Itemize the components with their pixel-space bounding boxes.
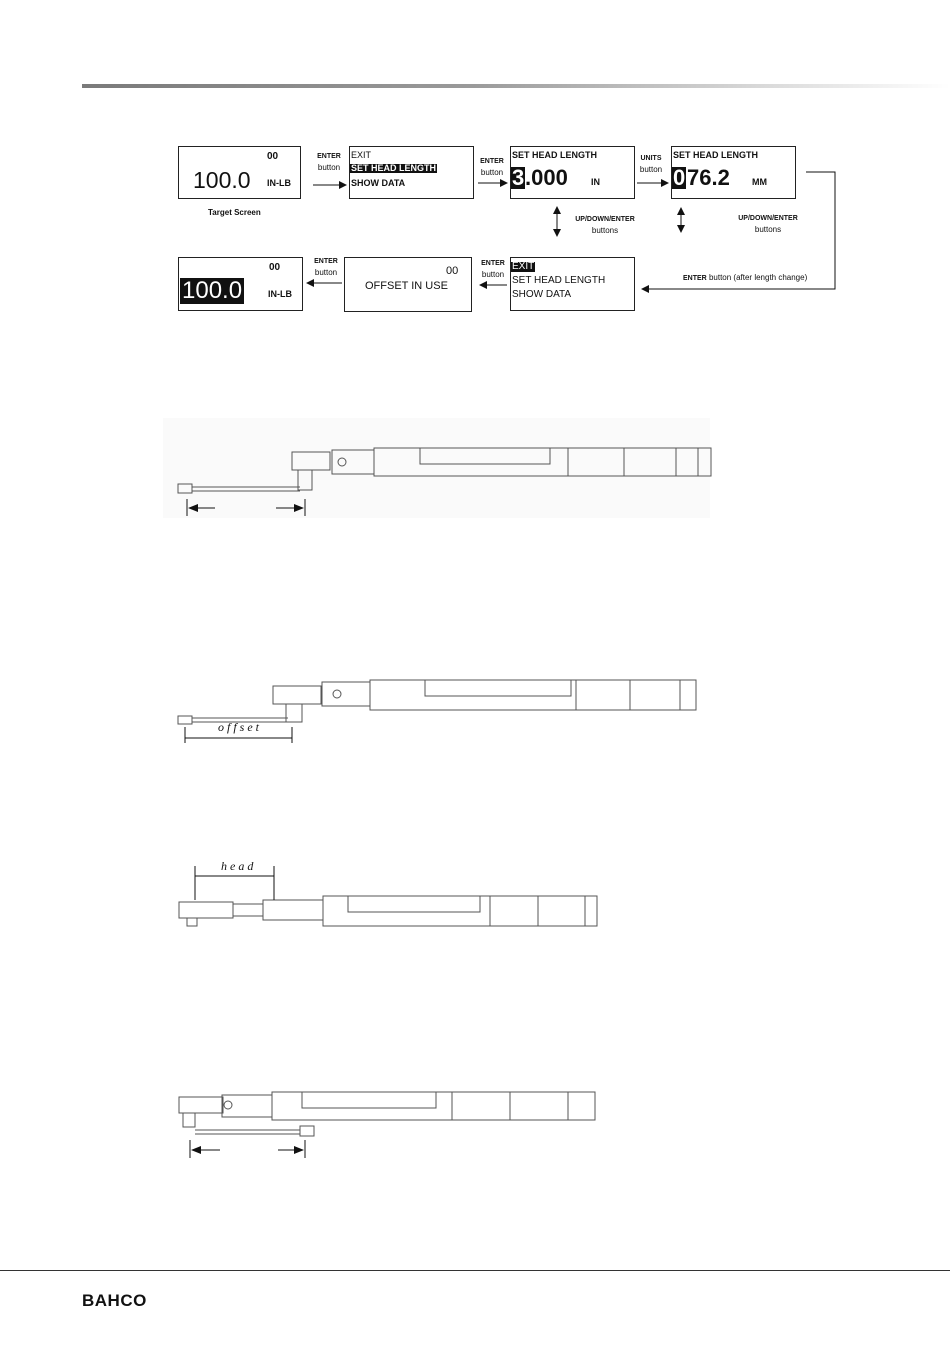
offset-in-use-text: OFFSET IN USE xyxy=(365,280,448,292)
wrench-offset-diagram-4 xyxy=(179,1092,595,1158)
footer-rule xyxy=(0,1270,950,1271)
return-enter-label: ENTER button (after length change) xyxy=(683,273,808,282)
head-length-value: .000 xyxy=(525,165,568,190)
torque-value: 100.0 xyxy=(193,167,251,193)
head-length-title: SET HEAD LENGTH xyxy=(512,150,598,160)
torque-value-highlighted: 100.0 xyxy=(182,277,243,304)
menu-item-show-data: SHOW DATA xyxy=(512,289,572,300)
menu-item-set-head-length-selected: SET HEAD LENGTH xyxy=(351,163,437,173)
menu-item-exit-selected: EXIT xyxy=(512,261,535,272)
enter-button-label-1: ENTER button xyxy=(317,153,341,172)
head-length-cursor-digit: 3 xyxy=(512,165,525,190)
bahco-logo: BAHCO xyxy=(82,1291,147,1310)
up-down-enter-label-2: UP/DOWN/ENTER buttons xyxy=(738,215,798,234)
head-dimension-label: head xyxy=(221,859,257,873)
head-length-unit: IN xyxy=(591,177,600,187)
zero-indicator: 00 xyxy=(267,151,279,162)
enter-button-label-6: ENTER button xyxy=(314,258,338,277)
torque-unit: IN-LB xyxy=(268,289,292,299)
wrench-head-diagram xyxy=(179,866,597,926)
units-button-label: UNITS button xyxy=(639,155,663,174)
head-length-title: SET HEAD LENGTH xyxy=(673,150,759,160)
zero-indicator: 00 xyxy=(269,262,281,273)
menu-item-set-head-length: SET HEAD LENGTH xyxy=(512,275,606,286)
head-length-value: 76.2 xyxy=(687,165,730,190)
enter-button-label-2: ENTER button xyxy=(480,158,504,177)
zero-indicator: 00 xyxy=(446,265,459,277)
up-down-enter-label-1: UP/DOWN/ENTER buttons xyxy=(575,216,635,235)
offset-dimension-label: offset xyxy=(218,720,262,734)
menu-item-exit: EXIT xyxy=(351,150,372,160)
head-length-cursor-digit: 0 xyxy=(673,165,686,190)
head-length-unit: MM xyxy=(752,177,767,187)
target-screen-caption: Target Screen xyxy=(208,208,261,217)
torque-unit: IN-LB xyxy=(267,178,291,188)
wrench-offset-diagram-1 xyxy=(163,418,711,518)
enter-button-label-5: ENTER button xyxy=(481,260,505,279)
menu-item-show-data: SHOW DATA xyxy=(351,178,406,188)
